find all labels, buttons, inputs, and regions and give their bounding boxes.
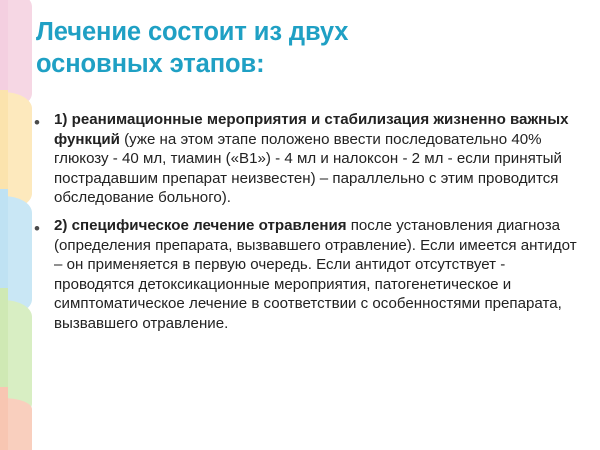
bullet-dot-icon: •	[34, 113, 40, 132]
list-item-rest: (уже на этом этапе положено ввести последовательно 40% глюкозу - 40 мл, тиамин («В1») - 4 мл и налоксон - 2 мл - если принятый пострадавшим препарат неизвестен) – параллельно с этим проводится обследование больного).	[54, 130, 562, 207]
list-item-text	[54, 216, 586, 334]
slide-title-line-1: Лечение состоит из двух	[36, 18, 349, 46]
list-item-rest: после установления диагноза (определения препарата, вызвавшего отравление). Если имеется антидот – он применяется в первую очередь. Если антидот отсутствует - проводятся детоксикационные мероприятия, патогенетическое и симптоматическое лечение в соответствии с особенностями препарата, вызвавшего отравление.	[54, 217, 577, 333]
list-item	[34, 110, 586, 208]
list-item-text	[54, 110, 586, 208]
list-item-lead: 2) специфическое лечение отравления	[54, 217, 347, 235]
slide-title	[36, 16, 576, 80]
slide-title-line-2: основных этапов:	[36, 50, 265, 79]
edge-color-strip	[0, 0, 8, 450]
slide-body	[34, 110, 586, 342]
list-item-lead: 1) реанимационные мероприятия и стабилизация жизненно важных функций	[54, 111, 569, 148]
decorative-ribbons	[0, 0, 34, 450]
list-item	[34, 216, 586, 334]
bullet-dot-icon: •	[34, 219, 40, 239]
